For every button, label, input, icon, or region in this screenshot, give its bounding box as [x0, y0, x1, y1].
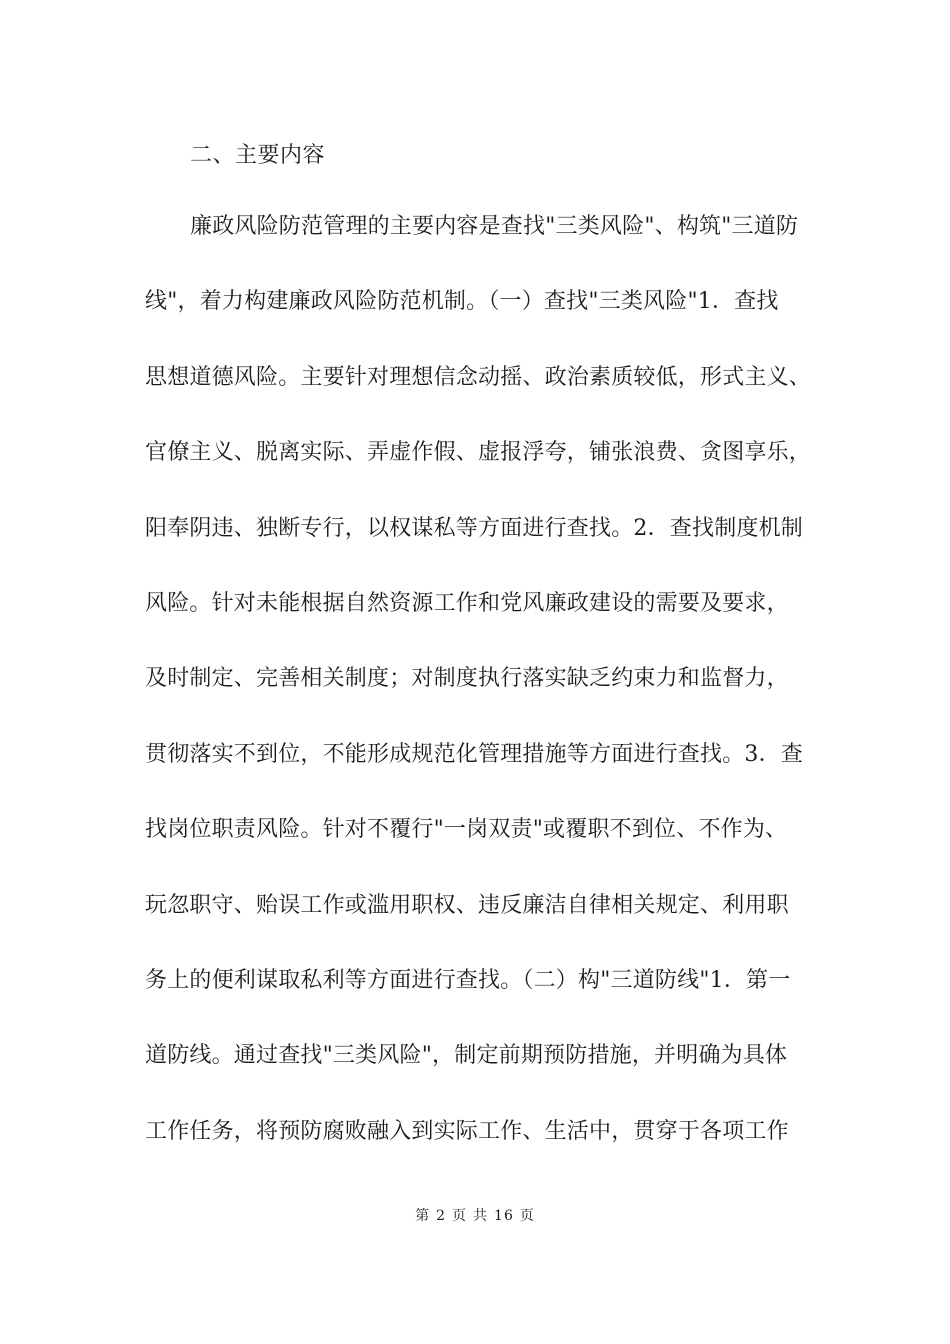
text-line: 官僚主义、脱离实际、弄虚作假、虚报浮夸，铺张浪费、贪图享乐，: [145, 440, 812, 466]
footer-page-unit: 页: [452, 1208, 468, 1224]
text-line: 线"，着力构建廉政风险防范机制。（一）查找"三类风险"1．查找: [145, 289, 779, 315]
text-line: 务上的便利谋取私利等方面进行查找。（二）构"三道防线"1．第一: [145, 967, 791, 993]
text-line: 廉政风险防范管理的主要内容是查找"三类风险"、构筑"三道防: [190, 214, 799, 239]
total-pages: 16: [494, 1208, 514, 1224]
text-line: 阳奉阴违、独断专行，以权谋私等方面进行查找。2．查找制度机制: [145, 515, 803, 541]
text-line: 及时制定、完善相关制度；对制度执行落实缺乏约束力和监督力，: [145, 666, 789, 692]
text-line: 工作任务，将预防腐败融入到实际工作、生活中，贯穿于各项工作: [145, 1118, 789, 1144]
footer-total-prefix: 共: [473, 1208, 489, 1224]
text-line: 贯彻落实不到位，不能形成规范化管理措施等方面进行查找。3．查: [145, 741, 803, 767]
text-line: 风险。针对未能根据自然资源工作和党风廉政建设的需要及要求，: [145, 590, 789, 616]
footer-total-unit: 页: [519, 1208, 535, 1224]
text-line: 玩忽职守、贻误工作或滥用职权、违反廉洁自律相关规定、利用职: [145, 892, 789, 918]
footer-prefix: 第: [415, 1208, 431, 1224]
text-line: 道防线。通过查找"三类风险"，制定前期预防措施，并明确为具体: [145, 1043, 788, 1069]
text-line: 找岗位职责风险。针对不覆行"一岗双责"或覆职不到位、不作为、: [145, 817, 788, 843]
text-line: 思想道德风险。主要针对理想信念动摇、政治素质较低，形式主义、: [145, 364, 812, 390]
page-footer: [0, 1206, 950, 1226]
body-paragraph: [145, 208, 825, 1188]
section-heading: 二、主要内容: [190, 143, 326, 168]
page-number: 2: [436, 1208, 447, 1224]
